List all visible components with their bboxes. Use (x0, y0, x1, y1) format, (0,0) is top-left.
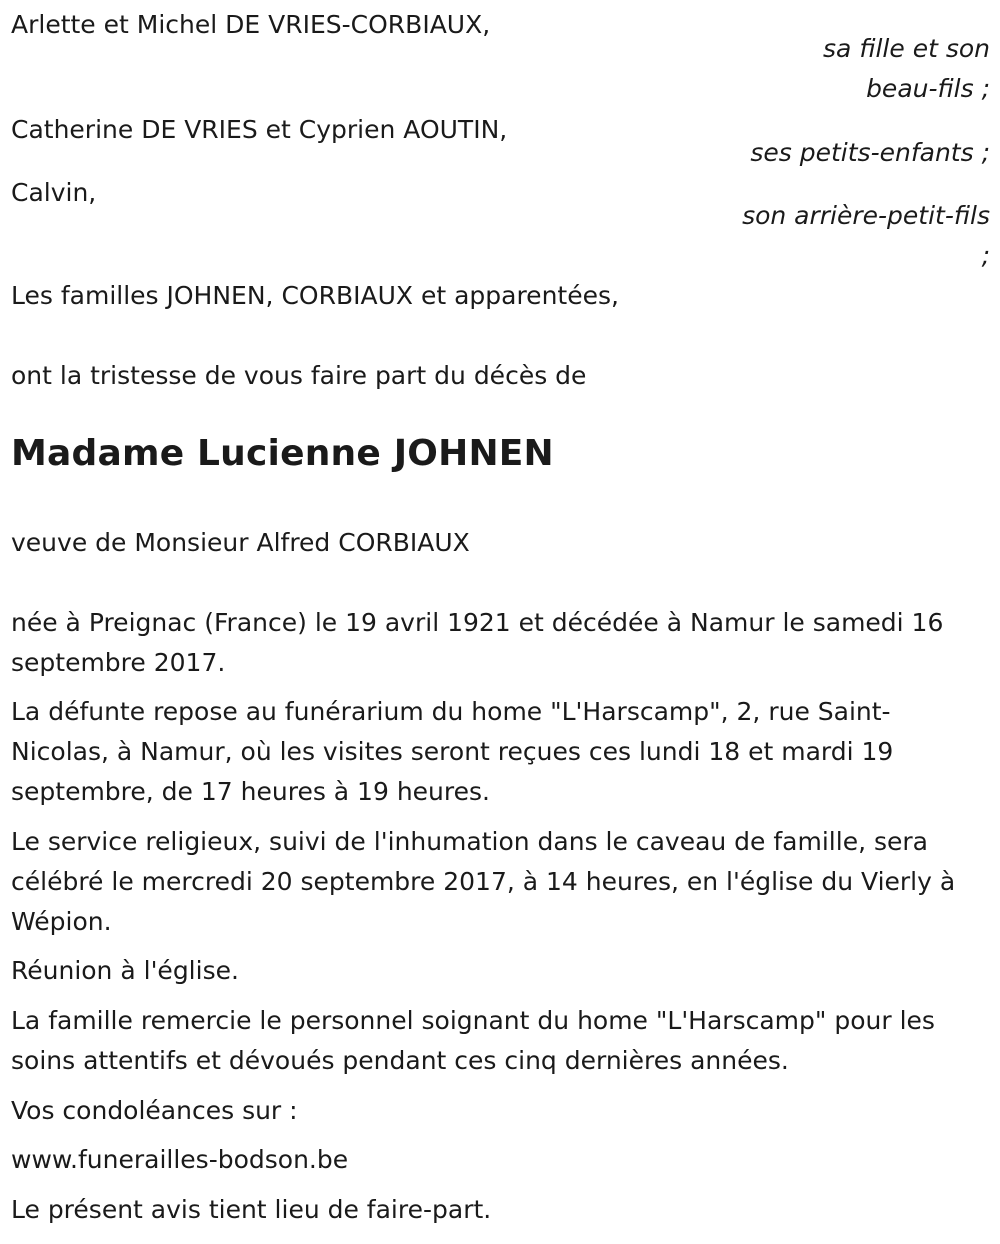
thanks-paragraph: La famille remercie le personnel soignant du home "L'Harscamp" pour les soins attentifs et dévoués pendant ces cinq dernières années. (11, 1006, 935, 1075)
birth-death-paragraph: née à Preignac (France) le 19 avril 1921 et décédée à Namur le samedi 16 septembre 2017. (11, 608, 944, 677)
widow-of-text: veuve de Monsieur Alfred CORBIAUX (11, 528, 470, 557)
website-link[interactable]: www.funerailles-bodson.be (11, 1145, 349, 1174)
relation-great-grandchild-punct: ; (981, 241, 990, 270)
service-paragraph: Le service religieux, suivi de l'inhumation dans le caveau de famille, sera célébré le mercredi 20 septembre 2017, à 14 heures, en l'église du Vierly à Wépion. (11, 827, 956, 936)
relation-grandchildren: ses petits-enfants ; (750, 138, 990, 167)
notice-paragraph: Le présent avis tient lieu de faire-part. (11, 1195, 492, 1224)
relation-great-grandchild: son arrière-petit-fils (742, 201, 990, 230)
meeting-paragraph: Réunion à l'église. (11, 956, 239, 985)
announcement-text: ont la tristesse de vous faire part du décès de (11, 361, 587, 390)
family-line-great-grandchild: Calvin, (11, 178, 97, 207)
deceased-name: Madame Lucienne JOHNEN (11, 433, 554, 474)
family-line-grandchildren: Catherine DE VRIES et Cyprien AOUTIN, (11, 115, 508, 144)
condolences-label: Vos condoléances sur : (11, 1096, 298, 1125)
visitation-paragraph: La défunte repose au funérarium du home "L'Harscamp", 2, rue Saint-Nicolas, à Namur, où les visites seront reçues ces lundi 18 et mardi 19 septembre, de 17 heures à 19 heures. (11, 697, 894, 806)
family-line-daughter: Arlette et Michel DE VRIES-CORBIAUX, (11, 10, 491, 39)
relation-daughter: sa fille et son (823, 34, 990, 63)
relation-son-in-law: beau-fils ; (866, 74, 990, 103)
family-line-extended: Les familles JOHNEN, CORBIAUX et apparentées, (11, 281, 619, 310)
